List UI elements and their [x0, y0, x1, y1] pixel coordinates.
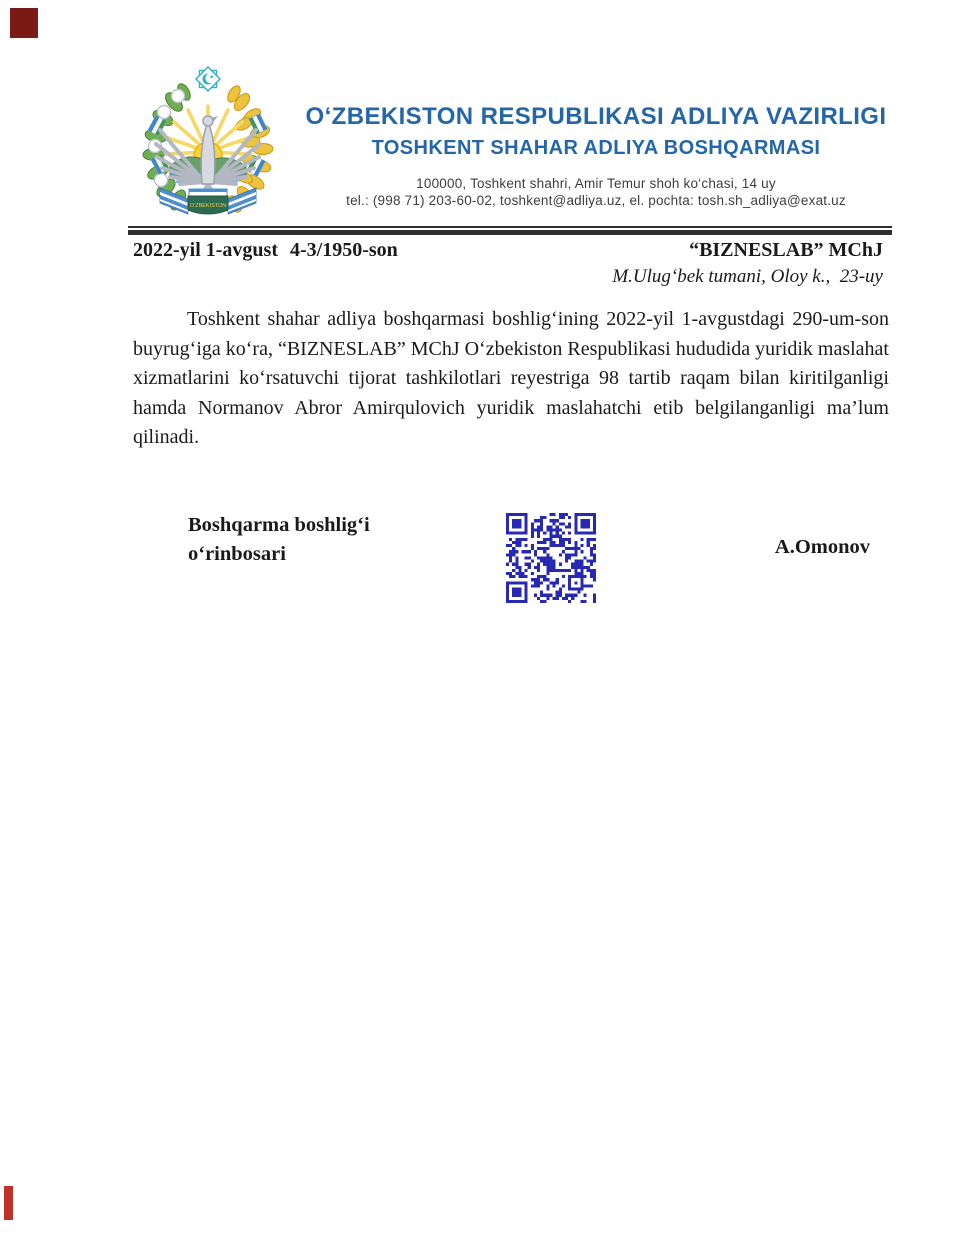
contact-line: tel.: (998 71) 203-60-02, toshkent@adliya.uz, el. pochta: tosh.sh_adliya@exat.uz [346, 193, 846, 208]
svg-text:O‘ZBEKISTON: O‘ZBEKISTON [189, 203, 227, 209]
signer-name: A.Omonov [774, 536, 870, 558]
address-line: 100000, Toshkent shahri, Amir Temur shoh ko‘chasi, 14 uy [416, 176, 776, 191]
recipient-name: “BIZNESLAB” MChJ [689, 239, 883, 261]
letterhead-address [296, 175, 896, 209]
department-title: TOSHKENT SHAHAR ADLIYA BOSHQARMASI [371, 137, 821, 159]
signer-title-line1: Boshqarma boshlig‘i [188, 514, 370, 536]
scan-artifact-top-left [10, 8, 38, 38]
uzbekistan-emblem-icon [130, 64, 286, 218]
doc-number: 4-3/1950-son [290, 239, 398, 261]
header-divider [128, 226, 892, 235]
star-crescent [196, 67, 220, 91]
signer-title [188, 511, 370, 568]
scan-artifact-bottom-left [4, 1186, 13, 1220]
ministry-title: O‘ZBEKISTON RESPUBLIKASI ADLIYA VAZIRLIGI [305, 103, 887, 130]
letterhead [296, 103, 896, 209]
doc-date-number [133, 239, 398, 262]
qr-code [506, 513, 596, 603]
signer-title-line2: o‘rinbosari [188, 542, 286, 565]
body-paragraph: Toshkent shahar adliya boshqarmasi boshlig‘ining 2022-yil 1-avgustdagi 290-um-son buyrug‘iga ko‘ra, “BIZNESLAB” MChJ O‘zbekiston Respublikasi hududida yuridik maslahat xizmatlarini ko‘rsatuvchi tijorat tashkilotlari reyestriga 98 tartib raqam bilan kiritilganligi hamda Normanov Abror Amirqulovich yuridik maslahatchi etib belgilanganligi ma’lum qilinadi. [133, 308, 889, 448]
recipient-address: M.Ulug‘bek tumani, Oloy k., 23-uy [612, 266, 883, 287]
doc-date: 2022-yil 1-avgust [133, 239, 278, 261]
recipient-block [612, 239, 883, 288]
